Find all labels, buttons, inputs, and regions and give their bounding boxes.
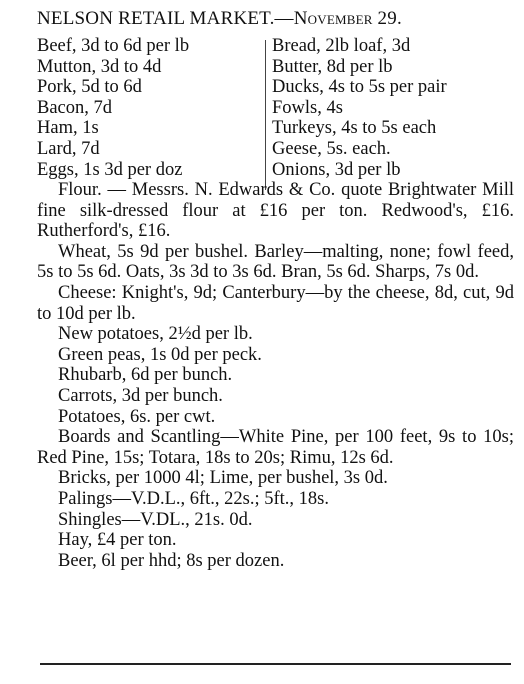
price-item: Beef, 3d to 6d per lb <box>37 36 190 56</box>
price-item: Turkeys, 4s to 5s each <box>272 118 437 139</box>
report-body <box>37 180 514 571</box>
price-item: Onions, 3d per lb <box>272 159 401 180</box>
price-list-right <box>272 36 512 180</box>
materials-line: Bricks, per 1000 4l; Lime, per bushel, 3s 0d. <box>58 468 388 489</box>
headline <box>37 8 402 30</box>
price-item: Pork, 5d to 6d <box>37 77 142 98</box>
price-item: Bread, 2lb loaf, 3d <box>272 36 411 56</box>
price-item: Ham, 1s <box>37 118 99 139</box>
price-item: Bacon, 7d <box>37 97 113 118</box>
produce-line: Green peas, 1s 0d per peck. <box>58 344 262 365</box>
price-item: Butter, 8d per lb <box>272 56 393 77</box>
grain-paragraph: Wheat, 5s 9d per bushel. Barley—malting, none; fowl feed, 5s to 5s 6d. Oats, 3s 3d to 3s 6d. Bran, 5s 6d. Sharps, 7s 0d. <box>37 241 514 283</box>
produce-line: Carrots, 3d per bunch. <box>58 385 223 406</box>
price-item: Fowls, 4s <box>272 97 343 118</box>
produce-line: Rhubarb, 6d per bunch. <box>58 365 233 386</box>
price-item: Geese, 5s. each. <box>272 138 391 159</box>
headline-title: NELSON RETAIL MARKET.— <box>37 8 294 29</box>
cheese-paragraph: Cheese: Knight's, 9d; Canterbury—by the cheese, 8d, cut, 9d to 10d per lb. <box>37 282 514 324</box>
price-item: Eggs, 1s 3d per doz <box>37 159 183 180</box>
bottom-rule <box>40 663 511 665</box>
headline-date: November 29. <box>293 8 402 29</box>
materials-line: Hay, £4 per ton. <box>58 530 177 551</box>
price-item: Mutton, 3d to 4d <box>37 56 162 77</box>
price-item: Ducks, 4s to 5s per pair <box>272 77 447 98</box>
produce-line: New potatoes, 2½d per lb. <box>58 324 253 345</box>
produce-line: Potatoes, 6s. per cwt. <box>58 406 216 427</box>
materials-line: Beer, 6l per hhd; 8s per dozen. <box>58 550 285 571</box>
materials-line: Palings—V.D.L., 6ft., 22s.; 5ft., 18s. <box>58 488 330 509</box>
price-item: Lard, 7d <box>37 138 100 159</box>
timber-paragraph: Boards and Scantling—White Pine, per 100 feet, 9s to 10s; Red Pine, 15s; Totara, 18s to 20s; Rimu, 12s 6d. <box>37 427 514 468</box>
column-divider <box>265 40 266 190</box>
flour-paragraph: Flour. — Messrs. N. Edwards & Co. quote Brightwater Mill fine silk-dressed flour at £16 per ton. Redwood's, £16. Rutherford's, £16. <box>37 180 514 242</box>
price-list-left <box>37 36 265 180</box>
materials-line: Shingles—V.DL., 21s. 0d. <box>58 509 253 530</box>
